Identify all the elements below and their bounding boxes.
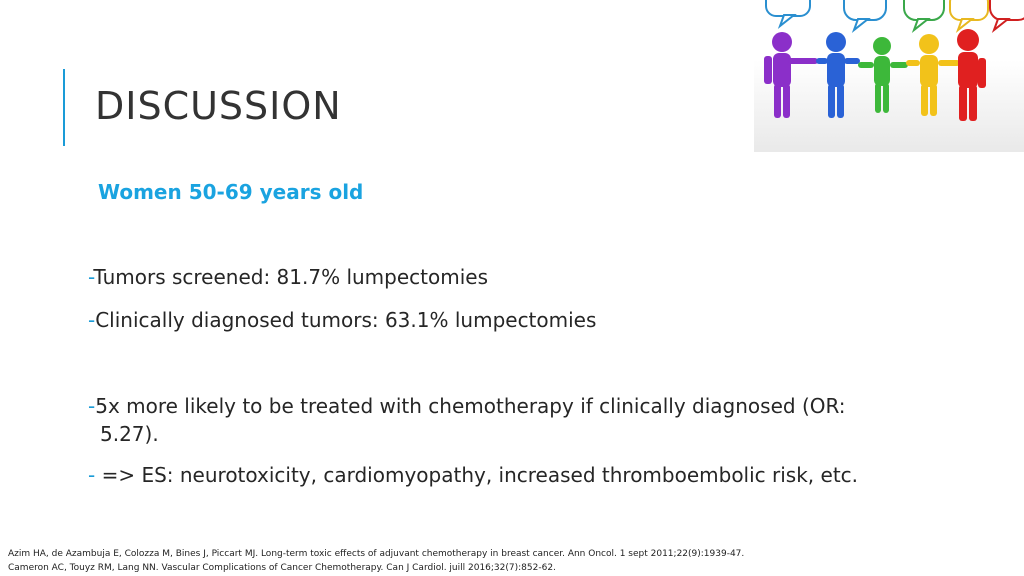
bullet-dash: -: [88, 394, 96, 418]
bullet-dash: -: [88, 463, 96, 487]
speech-bubble-icon: [990, 0, 1024, 30]
bullet-dash: -: [88, 308, 96, 332]
speech-bubble-icon: [766, 0, 810, 26]
speech-bubble-icon: [844, 0, 886, 30]
people-talking-illustration: [754, 0, 1024, 152]
bullet-item: [88, 392, 846, 448]
bullet-item: [88, 306, 596, 334]
bullet-text: Clinically diagnosed tumors: 63.1% lumpectomies: [95, 308, 597, 332]
bullet-continuation: 5.27).: [100, 422, 159, 446]
reference-item: Azim HA, de Azambuja E, Colozza M, Bines J, Piccart MJ. Long-term toxic effects of adjuvant chemotherapy in breast cancer. Ann Oncol. 1 sept 2011;22(9):1939-47.: [8, 549, 745, 559]
bullet-text: => ES: neurotoxicity, cardiomyopathy, increased thromboembolic risk, etc.: [95, 463, 859, 487]
slide-title: DISCUSSION: [95, 84, 342, 128]
bullet-item: [88, 461, 858, 489]
references: [8, 547, 744, 575]
speech-bubble-icon: [950, 0, 988, 30]
bullet-text: 5x more likely to be treated with chemotherapy if clinically diagnosed (OR:: [95, 394, 846, 418]
bullet-dash: -: [88, 265, 94, 289]
title-accent-bar: [63, 69, 65, 146]
reference-item: Cameron AC, Touyz RM, Lang NN. Vascular Complications of Cancer Chemotherapy. Can J Cardiol. juill 2016;32(7):852-62.: [8, 563, 556, 573]
speech-bubble-icon: [904, 0, 944, 30]
slide-subtitle: Women 50-69 years old: [98, 180, 364, 204]
bullet-text: Tumors screened: 81.7% lumpectomies: [93, 265, 488, 289]
bullet-item: [88, 263, 488, 291]
